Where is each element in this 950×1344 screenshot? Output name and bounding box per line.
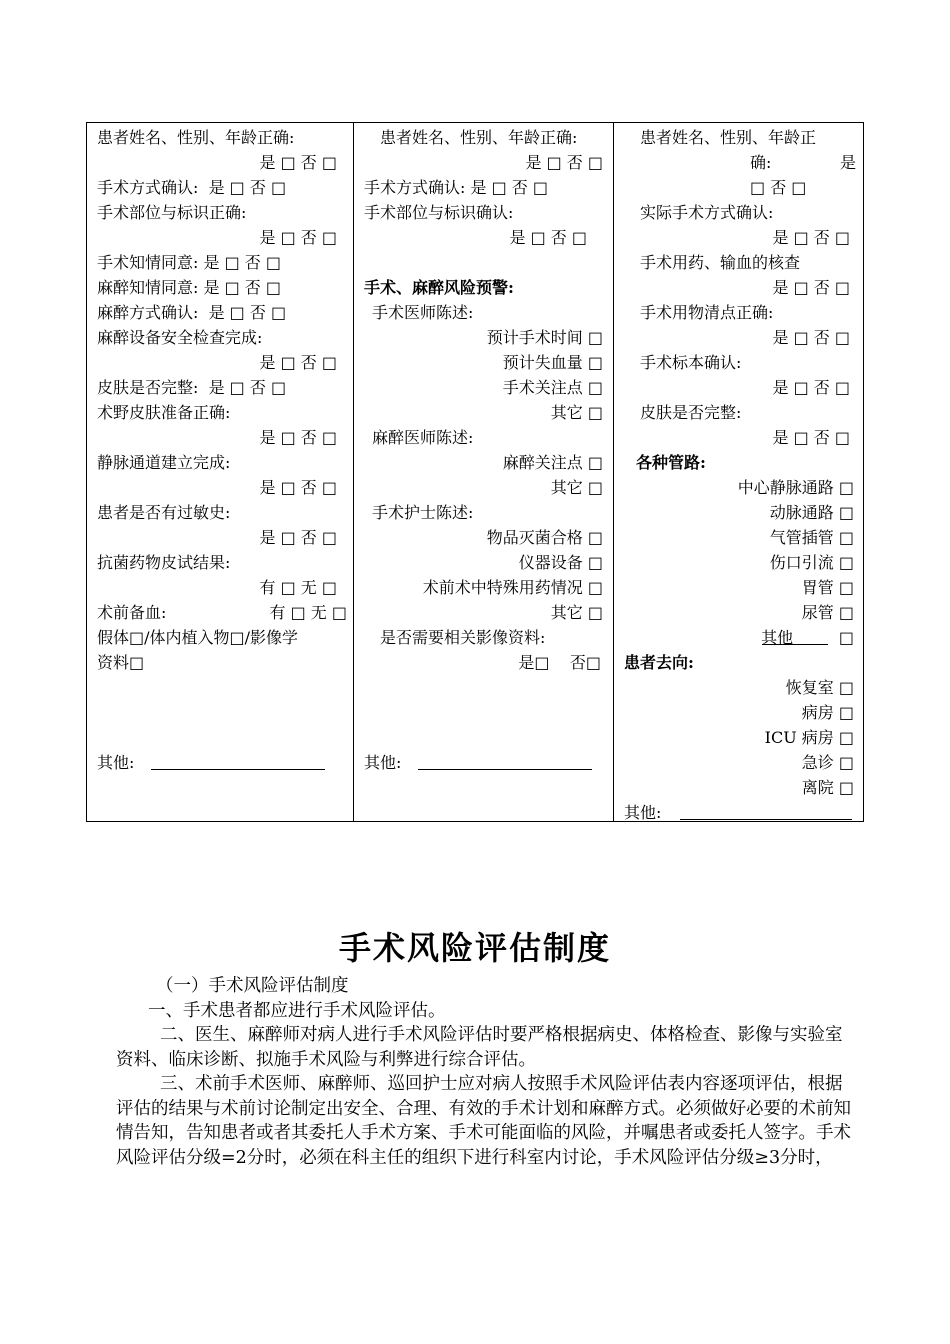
checkbox-item[interactable]: ICU 病房 □ [764,728,854,747]
checkbox-item[interactable]: 恢复室 □ [785,678,854,697]
yes-no-checkbox[interactable]: 是 □ 否 □ [509,228,587,247]
checkbox-item[interactable]: 预计失血量 □ [502,353,603,372]
yes-no-checkbox[interactable]: 是 □ 否 □ [525,153,603,172]
checkbox-item[interactable]: 急诊 □ [801,753,854,772]
checkbox-item[interactable]: 尿管 □ [801,603,854,622]
text-line: 手术医师陈述: [372,303,474,322]
yes-no-checkbox[interactable]: 是 □ 否 □ [259,228,337,247]
other-label: 其他: [624,803,662,822]
yes-no-checkbox[interactable]: 是 □ 否 □ [772,278,850,297]
other-fill-line[interactable] [762,644,828,645]
other-fill-line[interactable] [680,819,852,820]
yes-no-checkbox[interactable]: 是 □ 否 □ [772,378,850,397]
yes-no-checkbox[interactable]: 是 □ 否 □ [772,228,850,247]
text-line: 是 [839,153,856,172]
other-label: 其他: [364,753,402,772]
checkbox-item[interactable]: 预计手术时间 □ [486,328,603,347]
text-line: 患者是否有过敏史: [97,503,231,522]
yes-no-checkbox[interactable]: 是 □ 否 □ [772,328,850,347]
checkbox-item[interactable]: 气管插管 □ [769,528,854,547]
other-label: 其他: [97,753,135,772]
checkbox-item[interactable]: 其他 □ [761,628,854,647]
has-none-checkbox[interactable]: 有 □ 无 □ [269,603,347,622]
text-line: 皮肤是否完整: [640,403,742,422]
other-fill-line[interactable] [151,769,325,770]
text-line: 麻醉方式确认: 是 □ 否 □ [97,303,287,322]
checkbox-item[interactable]: 伤口引流 □ [769,553,854,572]
text-line: 抗菌药物皮试结果: [97,553,231,572]
column-before-incision [354,123,613,821]
text-line: 手术知情同意: 是 □ 否 □ [97,253,281,272]
yes-no-checkbox[interactable]: 是 □ 否 □ [259,153,337,172]
section-heading: 手术、麻醉风险预警: [364,278,514,297]
other-fill-line[interactable] [418,769,592,770]
column-before-leaving [614,123,864,821]
text-line: 手术标本确认: [640,353,742,372]
section-heading: 各种管路: [636,453,706,472]
paragraph: 一、手术患者都应进行手术风险评估。 [148,1000,446,1021]
column-before-anesthesia [87,123,353,821]
text-line: 患者姓名、性别、年龄正 [640,128,817,147]
text-line: 手术方式确认: 是 □ 否 □ [364,178,548,197]
safety-checklist-table [86,122,864,822]
paragraph: 二、医生、麻醉师对病人进行手术风险评估时要严格根据病史、体格检查、影像与实验室资料、临床诊断、拟施手术风险与利弊进行综合评估。 [116,1025,843,1070]
yes-no-checkbox[interactable]: 是 □ 否 □ [259,428,337,447]
text-line: 资料□ [97,653,145,672]
checkbox-item[interactable]: 物品灭菌合格 □ [486,528,603,547]
yes-no-checkbox[interactable]: 是 □ 否 □ [259,528,337,547]
checkbox-item[interactable]: 中心静脉通路 □ [737,478,854,497]
text-line: 皮肤是否完整: 是 □ 否 □ [97,378,287,397]
checkbox-item[interactable]: 其它 □ [550,478,603,497]
paragraph: 三、术前手术医师、麻醉师、巡回护士应对病人按照手术风险评估表内容逐项评估，根据评估的结果与术前讨论制定出安全、合理、有效的手术计划和麻醉方式。必须做好必要的术前知情告知，告知患者或者其委托人手术方案、手术可能面临的风险，并嘱患者或委托人签字。手术风险评估分级=2分时，必须在科主任的组织下进行科室内讨论，手术风险评估分级≥3分时， [116,1074,851,1168]
checkbox-item[interactable]: 仪器设备 □ [518,553,603,572]
text-line: 假体□/体内植入物□/影像学 [97,628,299,647]
text-line: 手术方式确认: 是 □ 否 □ [97,178,287,197]
section-heading: 患者去向: [624,653,694,672]
text-line: 手术用物清点正确: [640,303,774,322]
yes-no-checkbox[interactable]: 是 □ 否 □ [772,428,850,447]
body-text [116,974,856,1170]
text-line: 患者姓名、性别、年龄正确: [380,128,578,147]
checkbox-item[interactable]: 术前术中特殊用药情况 □ [422,578,603,597]
has-none-checkbox[interactable]: 有 □ 无 □ [259,578,337,597]
text-line: 手术护士陈述: [372,503,474,522]
text-line: 麻醉设备安全检查完成: [97,328,263,347]
text-line: 手术部位与标识正确: [97,203,247,222]
paragraph: （一）手术风险评估制度 [156,976,349,996]
checkbox-item[interactable]: 其它 □ [550,403,603,422]
text-line: 手术用药、输血的核查 [640,253,801,272]
checkbox-item[interactable]: 麻醉关注点 □ [502,453,603,472]
text-line: 手术部位与标识确认: [364,203,514,222]
checkbox-item[interactable]: 离院 □ [801,778,854,797]
text-line: 患者姓名、性别、年龄正确: [97,128,295,147]
checkbox-item[interactable]: 其它 □ [550,603,603,622]
checkbox-item[interactable]: 病房 □ [801,703,854,722]
text-line: 麻醉医师陈述: [372,428,474,447]
text-line: 实际手术方式确认: [640,203,774,222]
checkbox-item[interactable]: 胃管 □ [801,578,854,597]
yes-no-checkbox[interactable]: 是□ 否□ [518,653,601,672]
yes-no-checkbox[interactable]: □ 否 □ [750,178,807,197]
text-line: 麻醉知情同意: 是 □ 否 □ [97,278,281,297]
checkbox-item[interactable]: 手术关注点 □ [502,378,603,397]
checkbox-item[interactable]: 动脉通路 □ [769,503,854,522]
text-line: 术前备血: [97,603,167,622]
text-line: 确: [750,153,772,172]
text-line: 静脉通道建立完成: [97,453,231,472]
page-title: 手术风险评估制度 [338,929,611,967]
text-line: 术野皮肤准备正确: [97,403,231,422]
text-line: 是否需要相关影像资料: [380,628,546,647]
yes-no-checkbox[interactable]: 是 □ 否 □ [259,353,337,372]
yes-no-checkbox[interactable]: 是 □ 否 □ [259,478,337,497]
